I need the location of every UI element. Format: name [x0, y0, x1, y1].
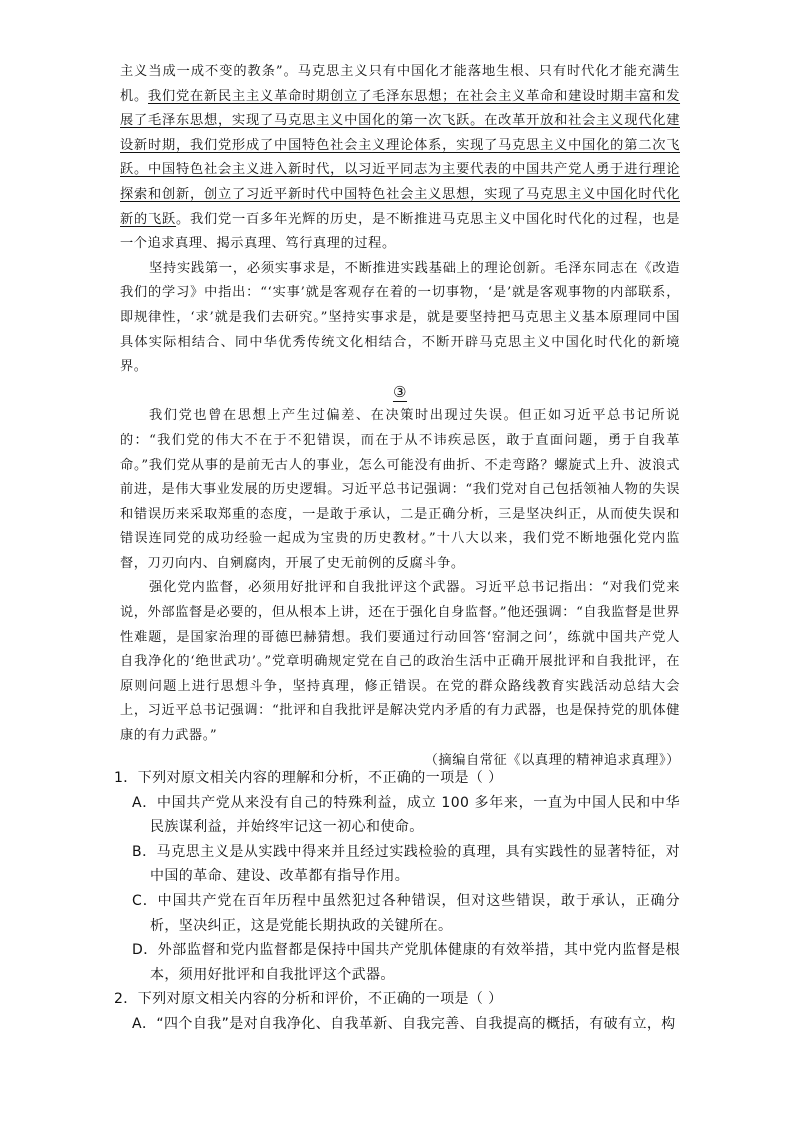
paragraph-1-lead: 主义当成一成不变的教条”。马克思主义只有中国化才能落地生根、只有时代化才能充满生机。 — [120, 64, 680, 104]
paragraph-3: 我们党也曾在思想上产生过偏差、在决策时出现过失误。但正如习近平总书记所说的：“我们党的伟大不在于不犯错误，而在于从不讳疾忌医，敢于直面问题，勇于自我革命。”我们党从事的是前无古人的事业，怎么可能没有曲折、不走弯路？螺旋式上升、波浪式前进，是伟大事业发展的历史逻辑。习近平总书记强调：“我们党对自己包括领袖人物的失误和错误历来采取郑重的态度，一是敢于承认，二是正确分析，三是坚决纠正，从而使失误和错误连同党的成功经验一起成为宝贵的历史教材。”十八大以来，我们党不断地强化党内监督，刀刃向内、自剜腐肉，开展了史无前例的反腐斗争。 — [120, 408, 680, 571]
question-1-option-b: B．马克思主义是从实践中得来并且经过实践检验的真理，具有实践性的显著特征，对中国的革命、建设、改革都有指导作用。 — [132, 843, 680, 885]
question-1-option-d: D．外部监督和党内监督都是保持中国共产党肌体健康的有效举措，其中党内监督是根本，须用好批评和自我批评这个武器。 — [132, 942, 680, 983]
paragraph-1 — [120, 60, 680, 257]
article — [120, 60, 680, 773]
source-citation: （摘编自常征《以真理的精神追求真理》） — [424, 752, 680, 768]
question-1-option-c: C．中国共产党在百年历程中虽然犯过各种错误，但对这些错误，敢于承认，正确分析，坚决纠正，这是党能长期执政的关键所在。 — [132, 892, 680, 934]
question-1-stem: 1．下列对原文相关内容的理解和分析，不正确的一项是（ ） — [114, 770, 503, 786]
paragraph-4: 强化党内监督，必须用好批评和自我批评这个武器。习近平总书记指出：“对我们党来说，外部监督是必要的，但从根本上讲，还在于强化自身监督。”他还强调：“自我监督是世界性难题，是国家治理的哥德巴赫猜想。我们要通过行动回答‘窑洞之问’，练就中国共产党人自我净化的‘绝世武功’。”党章明确规定党在自己的政治生活中正确开展批评和自我批评，在原则问题上进行思想斗争，坚持真理，修正错误。在党的群众路线教育实践活动总结大会上，习近平总书记强调：“批评和自我批评是解决党内矛盾的有力武器，也是保持党的肌体健康的有力武器。” — [120, 580, 680, 744]
section-marker — [120, 380, 680, 405]
question-2-option-a: A．“四个自我”是对自我净化、自我革新、自我完善、自我提高的概括，有破有立，构 — [132, 1015, 676, 1032]
question-2-stem: 2．下列对原文相关内容的分析和评价，不正确的一项是（ ） — [114, 991, 503, 1008]
paragraph-2: 坚持实践第一，必须实事求是，不断推进实践基础上的理论创新。毛泽东同志在《改造我们的学习》中指出：“‘实事’就是客观存在着的一切事物，‘是’就是客观事物的内部联系，即规律性，‘求’就是我们去研究。”坚持实事求是，就是要坚持把马克思主义基本原理同中国具体实际相结合、同中华优秀传统文化相结合，不断开辟马克思主义中国化时代化的新境界。 — [120, 260, 680, 375]
questions — [114, 766, 680, 1037]
underlined-passage: 我们党在新民主主义革命时期创立了毛泽东思想；在社会主义革命和建设时期丰富和发展了毛泽东思想，实现了马克思主义中国化的第一次飞跃。在改革开放和社会主义现代化建设新时期，我们党形成了中国特色社会主义理论体系，实现了马克思主义中国化的第二次飞跃。中国特色社会主义进入新时代，以习近平同志为主要代表的中国共产党人勇于进行理论探索和创新，创立了习近平新时代中国特色社会主义思想，实现了马克思主义中国化时代化新的飞跃 — [120, 88, 681, 227]
section-number: ③ — [392, 382, 408, 401]
paragraph-1-tail: 。我们党一百多年光辉的历史，是不断推进马克思主义中国化时代化的过程，也是一个追求真理、揭示真理、笃行真理的过程。 — [120, 211, 680, 252]
question-1-option-a: A．中国共产党从来没有自己的特殊利益，成立 100 多年来，一直为中国人民和中华民族谋利益，并始终牢记这一初心和使命。 — [132, 794, 680, 836]
